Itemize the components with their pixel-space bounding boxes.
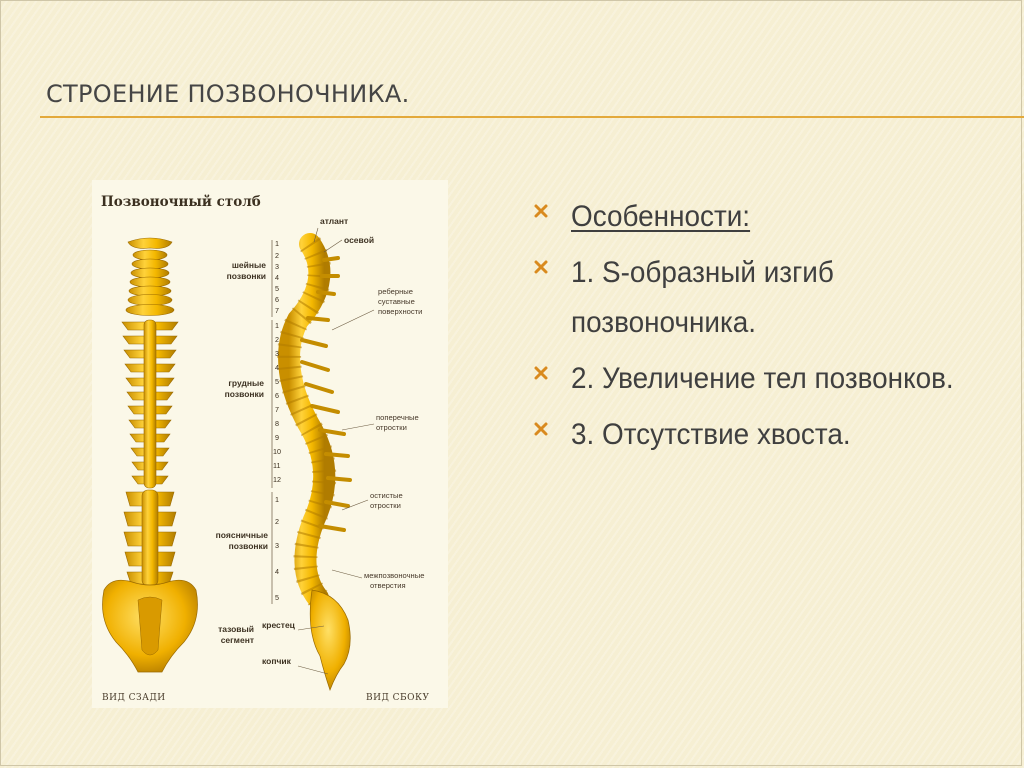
num-c2: 2 — [275, 251, 279, 260]
feature-text: 2. Увеличение тел позвонков. — [571, 362, 954, 395]
label-transverse-2: отростки — [376, 423, 407, 432]
num-c4: 4 — [275, 273, 279, 282]
slide-title: СТРОЕНИЕ ПОЗВОНОЧНИКА. — [46, 80, 410, 108]
label-pelvic-2: сегмент — [220, 635, 254, 645]
label-rib-2: суставные — [378, 297, 415, 306]
label-cervical-1: шейные — [231, 260, 266, 270]
feature-text: 1. S-образный изгиб позвоночника. — [571, 256, 834, 339]
title-rule — [40, 116, 1024, 118]
label-axis: осевой — [344, 235, 375, 245]
label-thoracic-2: позвонки — [224, 389, 264, 399]
x-bullet-icon — [533, 203, 549, 219]
num-t9: 9 — [275, 433, 279, 442]
x-bullet-icon — [533, 421, 549, 437]
label-rib-3: поверхности — [378, 307, 423, 316]
num-c5: 5 — [275, 284, 279, 293]
figure-title: Позвоночный столб — [101, 194, 261, 210]
label-spinous-1: остистые — [370, 491, 403, 500]
feature-text: 3. Отсутствие хвоста. — [571, 418, 851, 451]
spine-side-view — [289, 244, 350, 690]
num-t8: 8 — [275, 419, 279, 428]
x-bullet-icon — [533, 365, 549, 381]
label-view-back: ВИД СЗАДИ — [102, 693, 166, 703]
label-sacrum: крестец — [262, 620, 295, 630]
label-rib-1: реберные — [378, 287, 413, 296]
num-l4: 4 — [275, 567, 279, 576]
num-l5: 5 — [275, 593, 279, 602]
num-t6: 6 — [275, 391, 279, 400]
num-t3: 3 — [275, 349, 279, 358]
list-item — [533, 192, 1003, 242]
label-cervical-2: позвонки — [226, 271, 266, 281]
list-item — [533, 248, 1003, 348]
num-c6: 6 — [275, 295, 279, 304]
num-t4: 4 — [275, 363, 279, 372]
num-c1: 1 — [275, 239, 279, 248]
list-item — [533, 354, 1003, 404]
label-transverse-1: поперечные — [376, 413, 419, 422]
num-l2: 2 — [275, 517, 279, 526]
label-interv-2: отверстия — [370, 581, 406, 590]
label-coccyx: копчик — [262, 656, 291, 666]
spine-back-view — [103, 238, 198, 672]
num-t12: 12 — [273, 475, 281, 484]
cervical-numbers — [275, 239, 279, 315]
label-view-side: ВИД СБОКУ — [366, 693, 430, 703]
num-l1: 1 — [275, 495, 279, 504]
num-t1: 1 — [275, 321, 279, 330]
label-interv-1: межпозвоночные — [364, 571, 425, 580]
label-atlas: атлант — [320, 216, 349, 226]
num-t7: 7 — [275, 405, 279, 414]
label-pelvic-1: тазовый — [218, 624, 254, 634]
num-c7: 7 — [275, 306, 279, 315]
label-spinous-2: отростки — [370, 501, 401, 510]
num-t10: 10 — [273, 447, 281, 456]
label-lumbar-2: позвонки — [228, 541, 268, 551]
features-heading: Особенности: — [571, 200, 751, 233]
num-l3: 3 — [275, 541, 279, 550]
label-thoracic-1: грудные — [228, 378, 264, 388]
lumbar-numbers — [275, 495, 279, 602]
num-t11: 11 — [273, 461, 281, 470]
num-c3: 3 — [275, 262, 279, 271]
features-list — [533, 192, 1003, 466]
list-item — [533, 410, 1003, 460]
num-t5: 5 — [275, 377, 279, 386]
x-bullet-icon — [533, 259, 549, 275]
spine-diagram — [92, 180, 448, 708]
num-t2: 2 — [275, 335, 279, 344]
label-lumbar-1: поясничные — [215, 530, 268, 540]
